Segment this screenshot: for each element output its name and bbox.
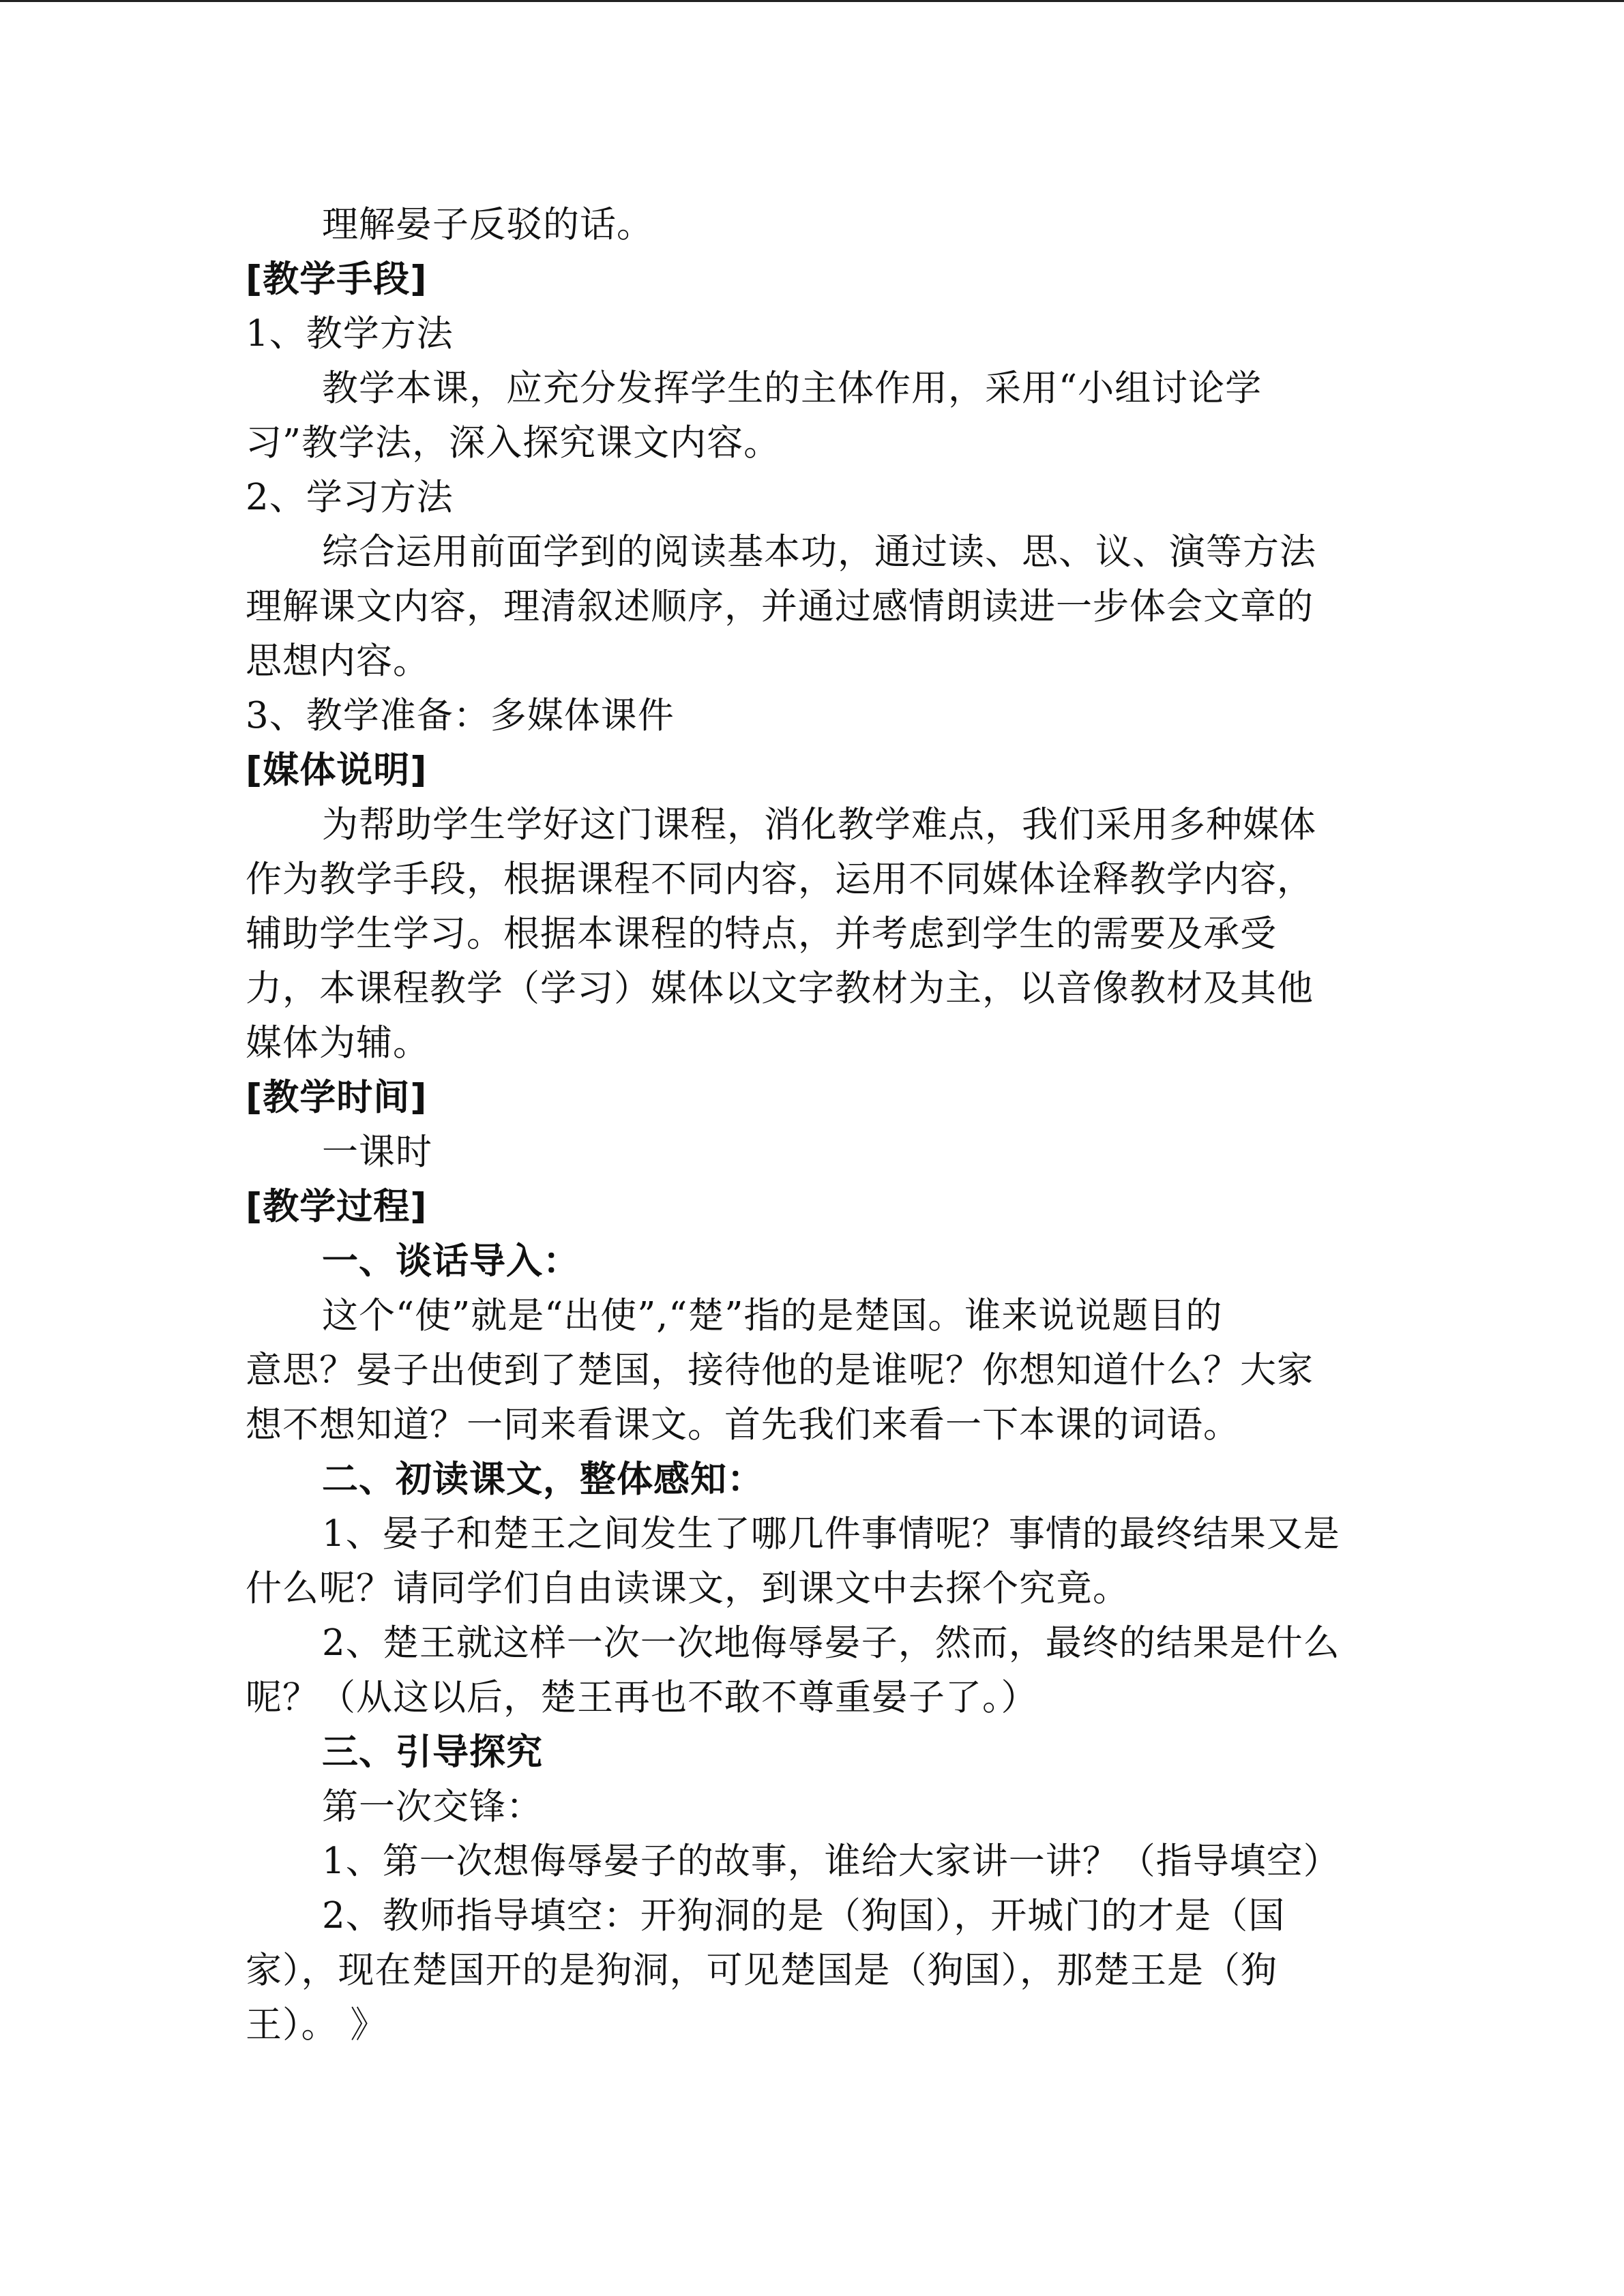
page-top-border [0, 0, 1624, 2]
text-line: 媒体为辅。 [246, 1022, 430, 1064]
text-line: 理解晏子反驳的话。 [322, 204, 653, 245]
text-line: 1、晏子和楚王之间发生了哪几件事情呢？事情的最终结果又是 [322, 1513, 1340, 1555]
text-line: 2、教师指导填空：开狗洞的是（狗国），开城门的才是（国 [322, 1895, 1286, 1937]
text-line: 一课时 [322, 1131, 432, 1173]
text-line: 思想内容。 [246, 640, 430, 682]
section-heading: [教学时间] [246, 1077, 428, 1118]
text-line: 想不想知道？一同来看课文。首先我们来看一下本课的词语。 [246, 1404, 1240, 1446]
section-heading: [媒体说明] [246, 749, 428, 791]
text-line: 2、楚王就这样一次一次地侮辱晏子，然而，最终的结果是什么 [322, 1622, 1340, 1664]
text-line: 作为教学手段，根据课程不同内容，运用不同媒体诠释教学内容， [246, 859, 1314, 900]
text-line: 这个“使”就是“出使”,“楚”指的是楚国。谁来说说题目的 [322, 1295, 1223, 1337]
text-line: 3、教学准备：多媒体课件 [246, 695, 675, 736]
document-body [246, 198, 1378, 2053]
text-line: 1、教学方法 [246, 313, 454, 355]
section-heading: [教学过程] [246, 1186, 428, 1227]
text-line: 王）。 》 [246, 2004, 387, 2046]
section-heading: [教学手段] [246, 258, 428, 300]
text-line: 教学本课，应充分发挥学生的主体作用，采用“小组讨论学 [322, 368, 1263, 409]
text-line: 为帮助学生学好这门课程，消化教学难点，我们采用多种媒体 [322, 804, 1316, 846]
text-line: 什么呢？请同学们自由读课文，到课文中去探个究竟。 [246, 1568, 1130, 1609]
text-line: 1、第一次想侮辱晏子的故事，谁给大家讲一讲？（指导填空） [322, 1840, 1340, 1882]
text-line: 家），现在楚国开的是狗洞，可见楚国是（狗国），那楚王是（狗 [246, 1950, 1278, 1991]
text-line: 习”教学法，深入探究课文内容。 [246, 422, 781, 464]
text-line: 意思？晏子出使到了楚国，接待他的是谁呢？你想知道什么？大家 [246, 1350, 1314, 1391]
text-line: 理解课文内容，理清叙述顺序，并通过感情朗读进一步体会文章的 [246, 586, 1314, 627]
sub-heading: 一、谈话导入： [322, 1240, 580, 1282]
text-line: 辅助学生学习。根据本课程的特点，并考虑到学生的需要及承受 [246, 913, 1277, 955]
text-line: 呢？（从这以后，楚王再也不敢不尊重晏子了。） [246, 1677, 1038, 1718]
text-line: 第一次交锋： [322, 1786, 543, 1828]
sub-heading: 二、初读课文，整体感知： [322, 1459, 764, 1500]
text-line: 2、学习方法 [246, 477, 454, 518]
sub-heading: 三、引导探究 [322, 1731, 543, 1773]
text-line: 综合运用前面学到的阅读基本功，通过读、思、议、演等方法 [322, 531, 1316, 573]
text-line: 力，本课程教学（学习）媒体以文字教材为主，以音像教材及其他 [246, 968, 1314, 1009]
